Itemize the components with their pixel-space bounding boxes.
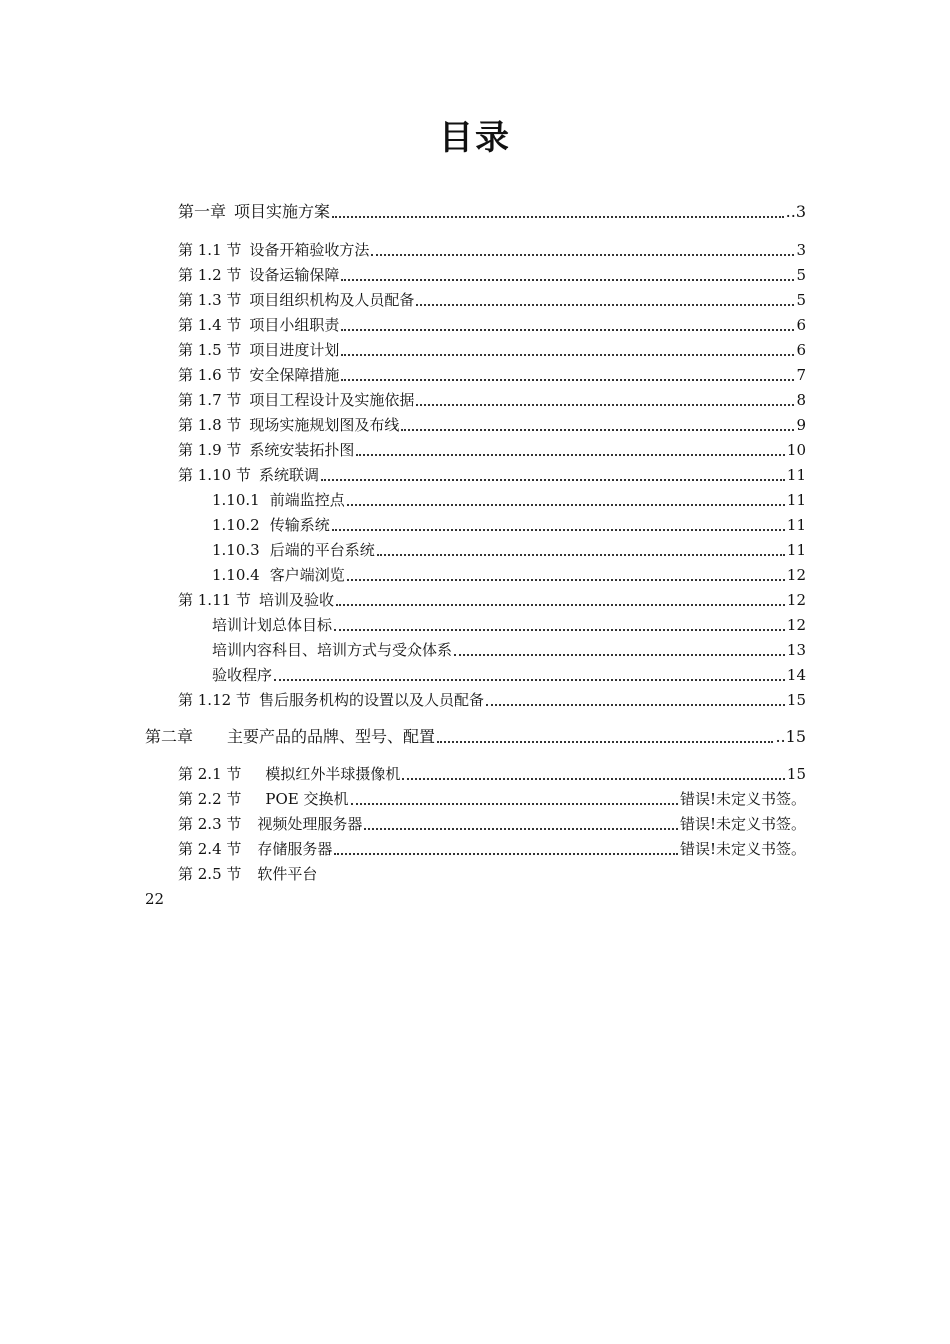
- toc-num: 1.10.1: [212, 491, 260, 509]
- toc-page: 13: [786, 641, 806, 659]
- toc-section[interactable]: [178, 690, 806, 710]
- toc-leader: [332, 515, 785, 531]
- toc-num: 1.10.2: [212, 516, 260, 534]
- toc-page: 12: [786, 616, 806, 634]
- toc-num: 第 1.5 节: [178, 341, 242, 359]
- toc-text: 客户端浏览: [269, 566, 345, 584]
- toc-page: 15: [786, 765, 806, 783]
- toc-page: 11: [786, 466, 806, 484]
- toc-text: 培训计划总体目标: [212, 616, 333, 634]
- toc-page: 6: [796, 341, 806, 359]
- toc-num: 第 1.8 节: [178, 416, 242, 434]
- toc-page: 12: [786, 591, 806, 609]
- toc-text: 安全保障措施: [249, 366, 340, 384]
- toc-text: 存储服务器: [257, 840, 333, 858]
- toc-num: 第 1.1 节: [178, 241, 242, 259]
- toc-page: 8: [796, 391, 806, 409]
- toc-num: 第 1.10 节: [178, 466, 251, 484]
- toc-leader: [341, 265, 794, 281]
- toc-leader: [341, 365, 794, 381]
- toc-num: 第 2.3 节: [178, 815, 242, 833]
- toc-page: 7: [796, 366, 806, 384]
- toc-text: 售后服务机构的设置以及人员配备: [258, 691, 484, 709]
- toc-text: 培训内容科目、培训方式与受众体系: [212, 641, 453, 659]
- toc-num: 第 2.5 节: [178, 865, 242, 883]
- toc-section[interactable]: [178, 340, 806, 360]
- toc-section[interactable]: [178, 764, 806, 784]
- toc-page: 6: [796, 316, 806, 334]
- page-title: 目录: [439, 118, 511, 158]
- toc-text: 验收程序: [212, 666, 273, 684]
- toc-section[interactable]: [178, 390, 806, 410]
- toc-leader: [321, 465, 785, 481]
- toc-page: 9: [796, 416, 806, 434]
- toc-num: 第二章: [145, 727, 194, 746]
- toc-section[interactable]: [178, 864, 317, 884]
- toc-num: 第 1.3 节: [178, 291, 242, 309]
- toc-leader: [334, 839, 678, 855]
- toc-text: 模拟红外半球摄像机: [265, 765, 401, 783]
- toc-leader: [347, 490, 785, 506]
- toc-text: 前端监控点: [269, 491, 345, 509]
- toc-text: 项目进度计划: [249, 341, 340, 359]
- toc-page-orphan: 22: [145, 890, 165, 908]
- toc-leader: [402, 764, 784, 780]
- toc-page: 10: [786, 441, 806, 459]
- toc-text: 培训及验收: [258, 591, 334, 609]
- toc-leader: [437, 727, 773, 743]
- toc-page: 15: [786, 691, 806, 709]
- toc-text: 软件平台: [257, 865, 318, 883]
- toc-leader: [336, 590, 785, 606]
- toc-leader: [364, 814, 678, 830]
- toc-section[interactable]: [178, 590, 806, 610]
- toc-leader: [351, 789, 678, 805]
- toc-leader: [356, 440, 784, 456]
- toc-leader: [341, 340, 794, 356]
- toc-subsection[interactable]: [212, 540, 806, 560]
- toc-section[interactable]: [178, 814, 806, 834]
- toc-subsection[interactable]: [212, 640, 806, 660]
- toc-page: ..3: [785, 202, 806, 221]
- toc-text: 设备运输保障: [249, 266, 340, 284]
- toc-page: 11: [786, 541, 806, 559]
- toc-section[interactable]: [178, 415, 806, 435]
- toc-section[interactable]: [178, 290, 806, 310]
- toc-chapter-2[interactable]: [145, 727, 806, 747]
- toc-leader: [334, 615, 785, 631]
- toc-text: 项目工程设计及实施依据: [249, 391, 415, 409]
- toc-text: 现场实施规划图及布线: [249, 416, 400, 434]
- toc-leader: [416, 390, 794, 406]
- toc-section[interactable]: [178, 789, 806, 809]
- toc-text: 项目组织机构及人员配备: [249, 291, 415, 309]
- toc-leader: [341, 315, 794, 331]
- toc-num: 第 2.4 节: [178, 840, 242, 858]
- toc-text: 系统安装拓扑图: [249, 441, 355, 459]
- toc-num: 1.10.3: [212, 541, 260, 559]
- toc-page: 错误!未定义书签。: [679, 815, 806, 833]
- toc-subsection[interactable]: [212, 565, 806, 585]
- toc-page: 11: [786, 491, 806, 509]
- toc-section[interactable]: [178, 265, 806, 285]
- toc-num: 第 1.7 节: [178, 391, 242, 409]
- toc-num: 第 1.11 节: [178, 591, 251, 609]
- toc-subsection[interactable]: [212, 490, 806, 510]
- toc-text: 项目实施方案: [234, 202, 331, 221]
- toc-num: 第 1.12 节: [178, 691, 251, 709]
- toc-num: 第 1.6 节: [178, 366, 242, 384]
- toc-text: POE 交换机: [265, 790, 349, 808]
- toc-page: ..15: [775, 727, 806, 746]
- toc-subsection[interactable]: [212, 515, 806, 535]
- toc-subsection[interactable]: [212, 615, 806, 635]
- toc-leader: [371, 240, 794, 256]
- toc-text: 设备开箱验收方法: [249, 241, 370, 259]
- toc-leader: [274, 665, 785, 681]
- toc-text: 项目小组职责: [249, 316, 340, 334]
- toc-section[interactable]: [178, 365, 806, 385]
- toc-text: 主要产品的品牌、型号、配置: [227, 727, 436, 746]
- toc-page: 错误!未定义书签。: [679, 840, 806, 858]
- toc-leader: [332, 202, 784, 218]
- toc-page: 14: [786, 666, 806, 684]
- toc-page: 5: [796, 266, 806, 284]
- toc-num: 第一章: [178, 202, 227, 221]
- toc-leader: [401, 415, 794, 431]
- toc-text: 系统联调: [258, 466, 319, 484]
- toc-section[interactable]: [178, 315, 806, 335]
- toc-num: 第 2.1 节: [178, 765, 242, 783]
- toc-text: 传输系统: [269, 516, 330, 534]
- toc-leader: [347, 565, 785, 581]
- toc-num: 1.10.4: [212, 566, 260, 584]
- toc-page: 3: [796, 241, 806, 259]
- toc-num: 第 2.2 节: [178, 790, 242, 808]
- toc-text: 后端的平台系统: [269, 541, 375, 559]
- toc-leader: [416, 290, 794, 306]
- toc-page: 错误!未定义书签。: [679, 790, 806, 808]
- toc-page: 12: [786, 566, 806, 584]
- toc-text: 视频处理服务器: [257, 815, 363, 833]
- toc-num: 第 1.9 节: [178, 441, 242, 459]
- toc-page: 11: [786, 516, 806, 534]
- toc-leader: [454, 640, 785, 656]
- toc-num: 第 1.2 节: [178, 266, 242, 284]
- toc-section[interactable]: [178, 240, 806, 260]
- toc-section[interactable]: [178, 440, 806, 460]
- toc-leader: [377, 540, 785, 556]
- toc-chapter-1[interactable]: [178, 202, 806, 222]
- toc-leader: [486, 690, 785, 706]
- toc-subsection[interactable]: [212, 665, 806, 685]
- toc-section[interactable]: [178, 839, 806, 859]
- toc-page: 5: [796, 291, 806, 309]
- toc-section[interactable]: [178, 465, 806, 485]
- toc-num: 第 1.4 节: [178, 316, 242, 334]
